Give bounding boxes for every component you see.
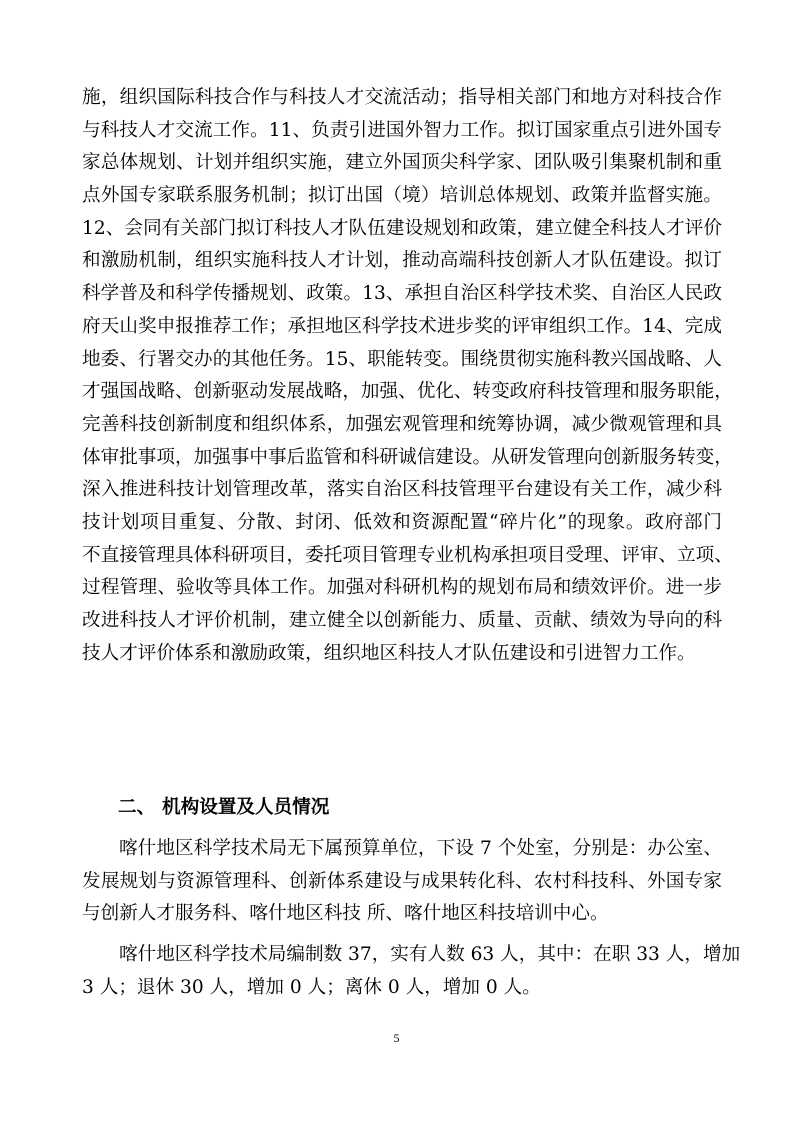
text-line: 完善科技创新制度和组织体系，加强宏观管理和统筹协调，减少微观管理和具: [82, 413, 722, 435]
page-number: 5: [393, 1031, 400, 1045]
section-heading: [118, 795, 329, 821]
text-line: 喀什地区科学技术局编制数 37，实有人数 63 人，其中：在职 33 人，增加: [119, 944, 741, 965]
text-line: 施，组织国际科技合作与科技人才交流活动；指导相关部门和地方对科技合作: [82, 87, 722, 108]
text-line: 与创新人才服务科、喀什地区科技 所、喀什地区科技培训中心。: [82, 903, 609, 925]
text-line: 技计划项目重复、分散、封闭、低效和资源配置“碎片化”的现象。政府部门: [82, 511, 722, 533]
section-heading-title: 机构设置及人员情况: [162, 797, 330, 818]
paragraph-staffing: [82, 939, 741, 1004]
text-line: 深入推进科技计划管理改革，落实自治区科技管理平台建设有关工作，减少科: [82, 479, 722, 501]
text-line: 家总体规划、计划并组织实施，建立外国顶尖科学家、团队吸引集聚机制和重: [82, 152, 722, 174]
text-line: 科学普及和科学传播规划、政策。13、承担自治区科学技术奖、自治区人民政: [82, 283, 722, 305]
text-line: 和激励机制，组织实施科技人才计划，推动高端科技创新人才队伍建设。拟订: [82, 250, 722, 272]
text-line: 府天山奖申报推荐工作；承担地区科学技术进步奖的评审组织工作。14、完成: [82, 315, 722, 337]
text-line: 过程管理、验收等具体工作。加强对科研机构的规划布局和绩效评价。进一步: [82, 577, 722, 599]
text-line: 与科技人才交流工作。11、负责引进国外智力工作。拟订国家重点引进外国专: [82, 119, 722, 141]
text-line: 12、会同有关部门拟订科技人才队伍建设规划和政策，建立健全科技人才评价: [82, 217, 722, 239]
text-line: 地委、行署交办的其他任务。15、职能转变。围绕贯彻实施科教兴国战略、人: [82, 348, 722, 370]
text-line: 才强国战略、创新驱动发展战略，加强、优化、转变政府科技管理和服务职能，: [82, 381, 733, 403]
text-line: 喀什地区科学技术局无下属预算单位，下设 7 个处室，分别是：办公室、: [119, 838, 722, 859]
paragraph-functions: [82, 82, 733, 670]
text-line: 发展规划与资源管理科、创新体系建设与成果转化科、农村科技科、外国专家: [82, 870, 722, 892]
section-heading-number: 二、: [118, 797, 156, 818]
text-line: 3 人；退休 30 人，增加 0 人；离休 0 人，增加 0 人。: [82, 976, 541, 998]
paragraph-organization: [82, 833, 722, 931]
text-line: 体审批事项，加强事中事后监管和科研诚信建设。从研发管理向创新服务转变，: [82, 446, 733, 468]
text-line: 点外国专家联系服务机制；拟订出国（境）培训总体规划、政策并监督实施。: [82, 185, 722, 207]
text-line: 不直接管理具体科研项目，委托项目管理专业机构承担项目受理、评审、立项、: [82, 544, 733, 566]
text-line: 改进科技人才评价机制，建立健全以创新能力、质量、贡献、绩效为导向的科: [82, 610, 722, 631]
text-line: 技人才评价体系和激励政策，组织地区科技人才队伍建设和引进智力工作。: [82, 642, 696, 664]
